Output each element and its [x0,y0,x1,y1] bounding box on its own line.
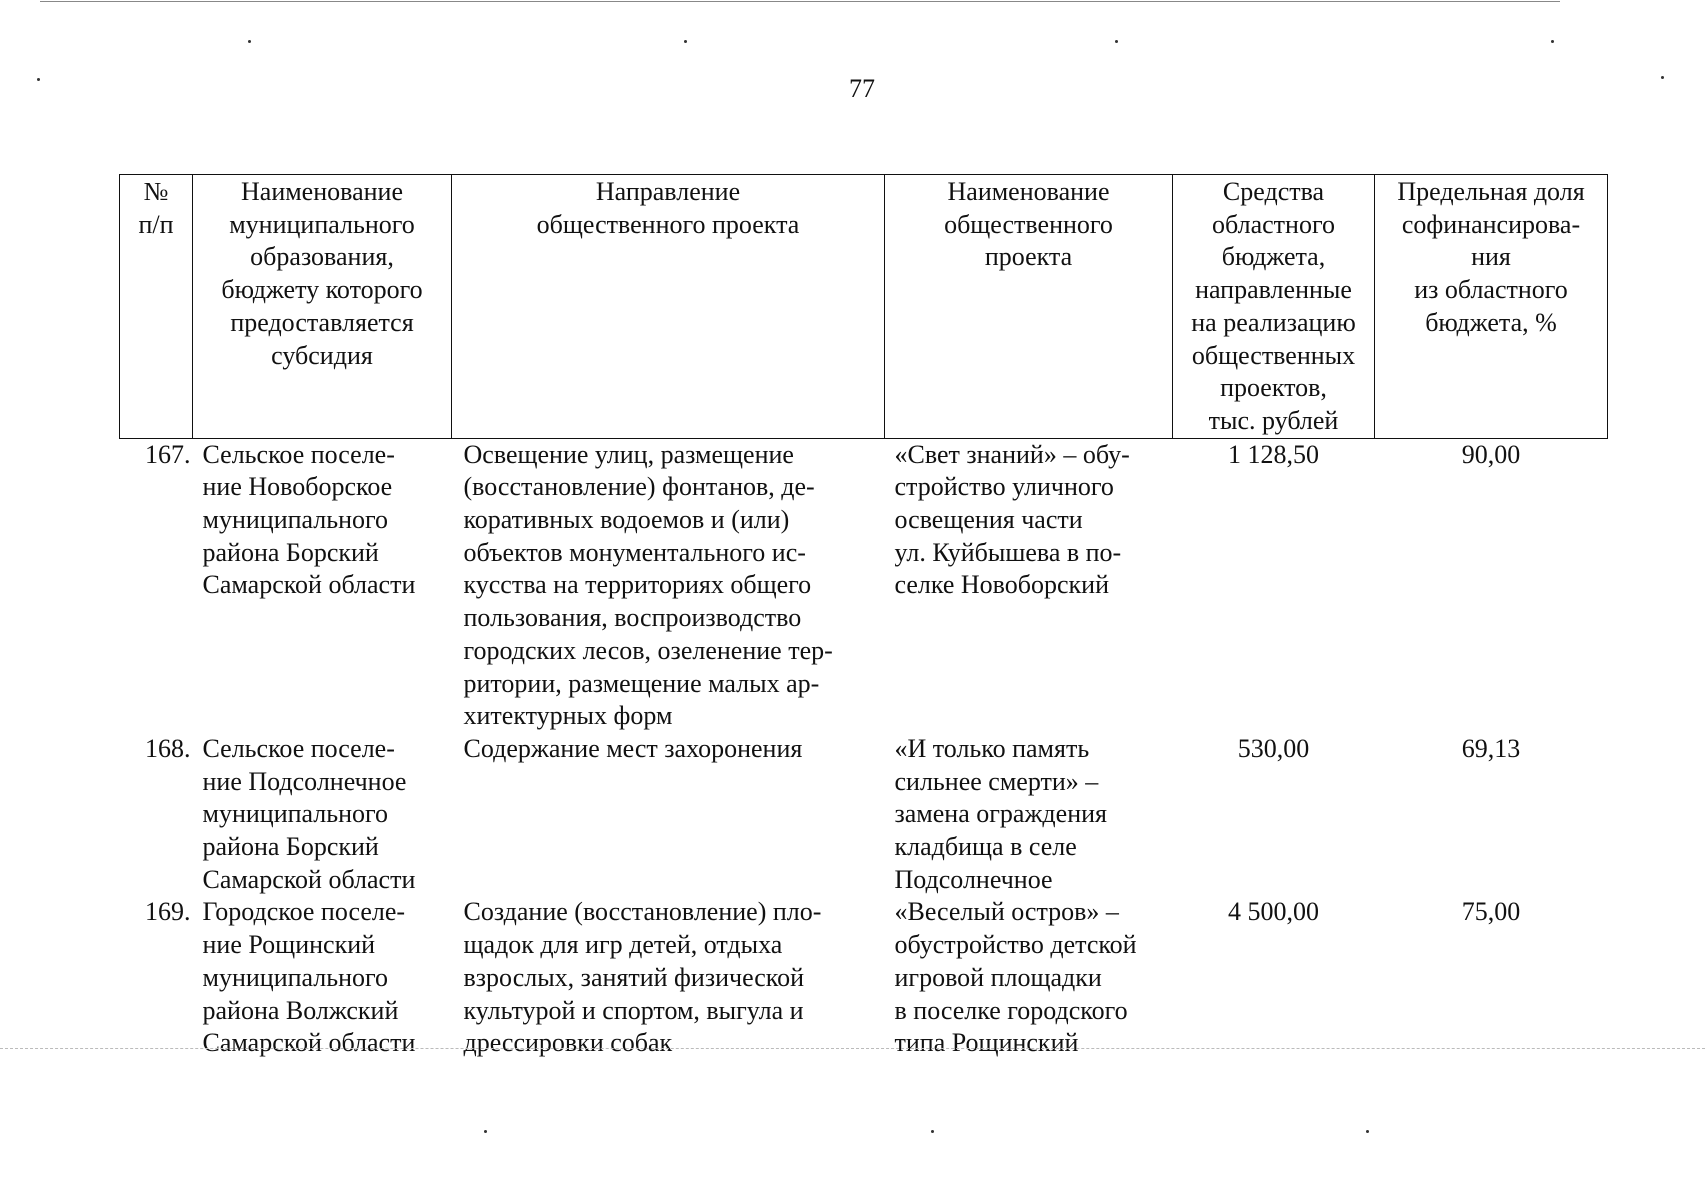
scan-dash-line [0,1048,1705,1049]
row-direction: Создание (восстановление) пло- щадок для игр детей, отдыха взрослых, занятий физической культурой и спортом, выгула и дрессировки собак [463,897,822,1058]
header-direction: Направление общественного проекта [452,175,885,439]
header-project-name: Наименование общественного проекта [885,175,1173,439]
scan-speck [248,40,251,43]
row-number: 168. [145,733,191,763]
row-project-name: «Свет знаний» – обу- стройство уличного освещения части ул. Куйбышева в по- селке Новоборский [894,439,1130,600]
table-row [120,733,1608,897]
header-cofinancing-share: Предельная доля софинансирова- ния из областного бюджета, % [1375,175,1608,439]
row-municipality: Сельское поселе- ние Новоборское муниципального района Борский Самарской области [202,439,416,600]
table-header-row [120,175,1608,439]
row-regional-funds: 1 128,50 [1228,439,1319,469]
subsidy-table [119,174,1608,1060]
row-municipality: Городское поселе- ние Рощинский муниципального района Волжский Самарской области [202,897,416,1058]
table-row [120,896,1608,1060]
top-border-line [40,1,1560,2]
row-number: 169. [145,897,191,927]
row-regional-funds: 530,00 [1237,733,1310,763]
table-row [120,438,1608,733]
row-direction: Содержание мест захоронения [463,733,803,763]
row-cofinancing-share: 69,13 [1461,733,1521,763]
row-number: 167. [145,439,191,469]
row-municipality: Сельское поселе- ние Подсолнечное муниципального района Борский Самарской области [202,733,416,894]
scan-speck [484,1130,487,1133]
row-regional-funds: 4 500,00 [1228,897,1319,927]
header-number: № п/п [120,175,193,439]
row-cofinancing-share: 75,00 [1461,897,1521,927]
scan-speck [1366,1130,1369,1133]
row-project-name: «И только память сильнее смерти» – замена ограждения кладбища в селе Подсолнечное [894,733,1107,894]
scan-speck [684,40,687,43]
row-project-name: «Веселый остров» – обустройство детской игровой площадки в поселке городского типа Рощинский [894,897,1137,1058]
page-number: 77 [849,74,875,103]
scan-speck [931,1130,934,1133]
scan-speck [1115,40,1118,43]
header-municipality: Наименование муниципального образования, бюджету которого предоставляется субсидия [193,175,452,439]
header-regional-funds: Средства областного бюджета, направленные на реализацию общественных проектов, тыс. рублей [1173,175,1375,439]
scan-speck [1551,40,1554,43]
row-direction: Освещение улиц, размещение (восстановление) фонтанов, де- коративных водоемов и (или) объектов монументального ис- кусства на территориях общего пользования, воспроизводство городских лесов, озеленение тер- ритории, размещение малых ар- хитектурных форм [463,439,833,731]
row-cofinancing-share: 90,00 [1461,439,1521,469]
